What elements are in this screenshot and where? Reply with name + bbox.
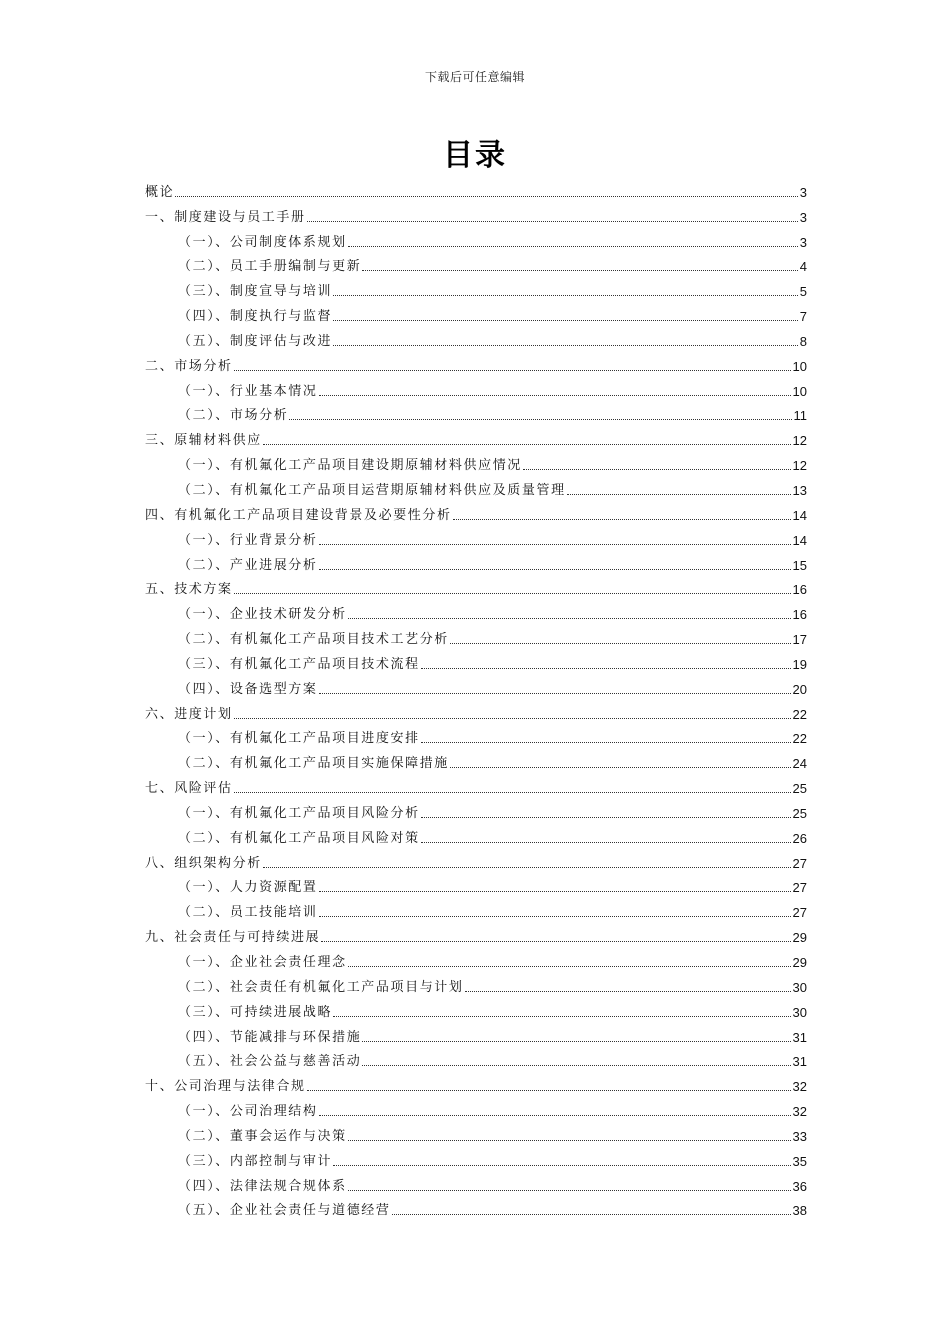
toc-subsection-entry[interactable] [145, 623, 807, 648]
toc-page-number: 33 [792, 1128, 807, 1144]
toc-dot-leader [319, 395, 791, 396]
toc-dot-leader [421, 742, 791, 743]
toc-dot-leader [319, 916, 791, 917]
toc-page-number: 20 [792, 681, 807, 697]
toc-dot-leader [333, 345, 798, 346]
toc-entry-label: 九、社会责任与可持续进展 [145, 930, 321, 946]
toc-dot-leader [523, 469, 791, 470]
toc-section-entry[interactable] [145, 201, 807, 226]
toc-page-number: 13 [792, 482, 807, 498]
toc-dot-leader [234, 593, 791, 594]
toc-entry-label: 一、制度建设与员工手册 [145, 209, 306, 225]
toc-dot-leader [333, 1016, 790, 1017]
toc-entry-label: （二）、董事会运作与决策 [178, 1128, 347, 1144]
toc-entry-label: （四）、设备选型方案 [178, 681, 318, 697]
toc-subsection-entry[interactable] [145, 946, 807, 971]
toc-dot-leader [175, 196, 798, 197]
toc-dot-leader [421, 817, 791, 818]
toc-subsection-entry[interactable] [145, 275, 807, 300]
toc-dot-leader [348, 1140, 791, 1141]
toc-subsection-entry[interactable] [145, 1195, 807, 1220]
toc-subsection-entry[interactable] [145, 822, 807, 847]
toc-page-number: 24 [792, 756, 807, 772]
toc-page-number: 4 [799, 259, 807, 275]
toc-dot-leader [362, 1065, 790, 1066]
toc-subsection-entry[interactable] [145, 524, 807, 549]
toc-dot-leader [307, 221, 798, 222]
toc-subsection-entry[interactable] [145, 400, 807, 425]
toc-subsection-entry[interactable] [145, 872, 807, 897]
toc-page-number: 19 [792, 656, 807, 672]
toc-dot-leader [263, 867, 791, 868]
toc-dot-leader [321, 941, 790, 942]
toc-dot-leader [362, 1041, 790, 1042]
toc-entry-label: （二）、有机氟化工产品项目技术工艺分析 [178, 632, 449, 648]
toc-dot-leader [348, 966, 791, 967]
toc-entry-label: 四、有机氟化工产品项目建设背景及必要性分析 [145, 507, 452, 523]
toc-page-number: 38 [792, 1203, 807, 1219]
toc-section-entry[interactable] [145, 698, 807, 723]
toc-page-number: 3 [799, 209, 807, 225]
toc-entry-label: （四）、制度执行与监督 [178, 309, 333, 325]
toc-section-entry[interactable] [145, 921, 807, 946]
toc-subsection-entry[interactable] [145, 1120, 807, 1145]
toc-dot-leader [319, 569, 791, 570]
toc-page-number: 15 [792, 557, 807, 573]
toc-page-number: 27 [792, 855, 807, 871]
toc-entry-label: （五）、社会公益与慈善活动 [178, 1054, 362, 1070]
toc-page-number: 7 [799, 309, 807, 325]
page-header-note: 下载后可任意编辑 [424, 70, 525, 84]
toc-section-entry[interactable] [145, 574, 807, 599]
toc-page-number: 12 [792, 458, 807, 474]
toc-page-number: 17 [792, 632, 807, 648]
toc-dot-leader [348, 246, 798, 247]
toc-page-number: 26 [792, 830, 807, 846]
toc-entry-label: 十、公司治理与法律合规 [145, 1079, 306, 1095]
toc-entry-label: 八、组织架构分析 [145, 855, 262, 871]
toc-page-number: 32 [792, 1079, 807, 1095]
toc-entry-label: （二）、有机氟化工产品项目实施保障措施 [178, 756, 449, 772]
toc-page-number: 10 [792, 358, 807, 374]
toc-page-number: 29 [792, 930, 807, 946]
toc-page-number: 14 [792, 507, 807, 523]
toc-entry-label: 概论 [145, 184, 175, 200]
toc-dot-leader [234, 370, 791, 371]
toc-dot-leader [234, 792, 791, 793]
toc-subsection-entry[interactable] [145, 1145, 807, 1170]
toc-entry-label: （四）、节能减排与环保措施 [178, 1029, 362, 1045]
toc-dot-leader [263, 444, 791, 445]
toc-entry-label: 六、进度计划 [145, 706, 233, 722]
toc-subsection-entry[interactable] [145, 300, 807, 325]
toc-page-number: 16 [792, 607, 807, 623]
toc-entry-label: 五、技术方案 [145, 582, 233, 598]
toc-subsection-entry[interactable] [145, 251, 807, 276]
toc-dot-leader [333, 1165, 790, 1166]
table-of-contents [145, 176, 807, 1219]
toc-subsection-entry[interactable] [145, 673, 807, 698]
toc-entry-label: （五）、企业社会责任与道德经营 [178, 1203, 391, 1219]
toc-entry-label: （二）、产业进展分析 [178, 557, 318, 573]
toc-page-number: 35 [792, 1153, 807, 1169]
toc-entry-label: （一）、企业技术研发分析 [178, 607, 347, 623]
toc-entry-label: （二）、有机氟化工产品项目运营期原辅材料供应及质量管理 [178, 482, 566, 498]
toc-subsection-entry[interactable] [145, 648, 807, 673]
toc-entry-label: （五）、制度评估与改进 [178, 333, 333, 349]
toc-subsection-entry[interactable] [145, 797, 807, 822]
toc-section-entry[interactable] [145, 176, 807, 201]
toc-subsection-entry[interactable] [145, 549, 807, 574]
toc-dot-leader [465, 991, 791, 992]
toc-page-number: 12 [792, 433, 807, 449]
toc-title: 目录 [443, 138, 507, 173]
toc-entry-label: （三）、制度宣导与培训 [178, 284, 333, 300]
toc-page-number: 32 [792, 1104, 807, 1120]
toc-entry-label: （一）、有机氟化工产品项目进度安排 [178, 731, 420, 747]
toc-subsection-entry[interactable] [145, 1170, 807, 1195]
toc-dot-leader [348, 618, 791, 619]
toc-entry-label: （三）、可持续进展战略 [178, 1004, 333, 1020]
toc-dot-leader [348, 1190, 791, 1191]
toc-entry-label: 三、原辅材料供应 [145, 433, 262, 449]
toc-subsection-entry[interactable] [145, 325, 807, 350]
toc-dot-leader [307, 1090, 791, 1091]
toc-page-number: 31 [792, 1029, 807, 1045]
toc-subsection-entry[interactable] [145, 896, 807, 921]
toc-dot-leader [289, 419, 791, 420]
toc-entry-label: （二）、市场分析 [178, 408, 289, 424]
toc-page-number: 16 [792, 582, 807, 598]
toc-subsection-entry[interactable] [145, 971, 807, 996]
toc-dot-leader [319, 544, 791, 545]
toc-entry-label: （一）、公司治理结构 [178, 1104, 318, 1120]
toc-page-number: 25 [792, 781, 807, 797]
toc-entry-label: （一）、行业基本情况 [178, 383, 318, 399]
toc-subsection-entry[interactable] [145, 1095, 807, 1120]
toc-page-number: 30 [792, 979, 807, 995]
toc-entry-label: （二）、员工手册编制与更新 [178, 259, 362, 275]
toc-entry-label: （四）、法律法规合规体系 [178, 1178, 347, 1194]
toc-page-number: 30 [792, 1004, 807, 1020]
toc-dot-leader [421, 842, 791, 843]
toc-page-number: 25 [792, 805, 807, 821]
toc-page-number: 5 [799, 284, 807, 300]
toc-page-number: 29 [792, 955, 807, 970]
toc-subsection-entry[interactable] [145, 1021, 807, 1046]
toc-subsection-entry[interactable] [145, 598, 807, 623]
toc-entry-label: （二）、员工技能培训 [178, 905, 318, 921]
toc-dot-leader [319, 693, 791, 694]
toc-page-number: 22 [792, 731, 807, 747]
toc-section-entry[interactable] [145, 1070, 807, 1095]
toc-dot-leader [319, 1115, 791, 1116]
toc-dot-leader [319, 891, 791, 892]
toc-dot-leader [421, 668, 791, 669]
toc-subsection-entry[interactable] [145, 996, 807, 1021]
toc-dot-leader [362, 270, 797, 271]
toc-section-entry[interactable] [145, 499, 807, 524]
toc-dot-leader [453, 519, 791, 520]
toc-dot-leader [234, 718, 791, 719]
toc-subsection-entry[interactable] [145, 226, 807, 251]
toc-subsection-entry[interactable] [145, 1046, 807, 1071]
toc-page-number: 22 [792, 706, 807, 722]
toc-dot-leader [450, 767, 791, 768]
toc-page-number: 10 [792, 383, 807, 399]
toc-dot-leader [392, 1214, 791, 1215]
toc-page-number: 27 [792, 905, 807, 921]
toc-entry-label: （二）、社会责任有机氟化工产品项目与计划 [178, 979, 464, 995]
toc-entry-label: 七、风险评估 [145, 781, 233, 797]
toc-section-entry[interactable] [145, 772, 807, 797]
toc-entry-label: （一）、有机氟化工产品项目建设期原辅材料供应情况 [178, 458, 522, 474]
toc-entry-label: （一）、行业背景分析 [178, 532, 318, 548]
toc-page-number: 8 [799, 333, 807, 349]
toc-dot-leader [333, 295, 798, 296]
toc-entry-label: （一）、公司制度体系规划 [178, 234, 347, 250]
toc-page-number: 3 [799, 234, 807, 250]
toc-dot-leader [567, 494, 791, 495]
toc-entry-label: （三）、内部控制与审计 [178, 1153, 333, 1169]
toc-subsection-entry[interactable] [145, 375, 807, 400]
toc-subsection-entry[interactable] [145, 747, 807, 772]
toc-page-number: 14 [792, 532, 807, 548]
toc-page-number: 27 [792, 880, 807, 896]
toc-entry-label: （一）、人力资源配置 [178, 880, 318, 896]
toc-dot-leader [333, 320, 798, 321]
toc-section-entry[interactable] [145, 424, 807, 449]
toc-page-number: 11 [793, 408, 807, 424]
toc-subsection-entry[interactable] [145, 474, 807, 499]
toc-entry-label: （一）、有机氟化工产品项目风险分析 [178, 805, 420, 821]
toc-dot-leader [450, 643, 791, 644]
toc-page-number: 31 [792, 1054, 807, 1070]
toc-entry-label: 二、市场分析 [145, 358, 233, 374]
toc-section-entry[interactable] [145, 847, 807, 872]
toc-page-number: 3 [799, 184, 807, 200]
toc-entry-label: （三）、有机氟化工产品项目技术流程 [178, 656, 420, 672]
toc-subsection-entry[interactable] [145, 449, 807, 474]
toc-entry-label: （二）、有机氟化工产品项目风险对策 [178, 830, 420, 846]
toc-entry-label: （一）、企业社会责任理念 [178, 955, 347, 970]
toc-section-entry[interactable] [145, 350, 807, 375]
toc-subsection-entry[interactable] [145, 723, 807, 748]
toc-page-number: 36 [792, 1178, 807, 1194]
